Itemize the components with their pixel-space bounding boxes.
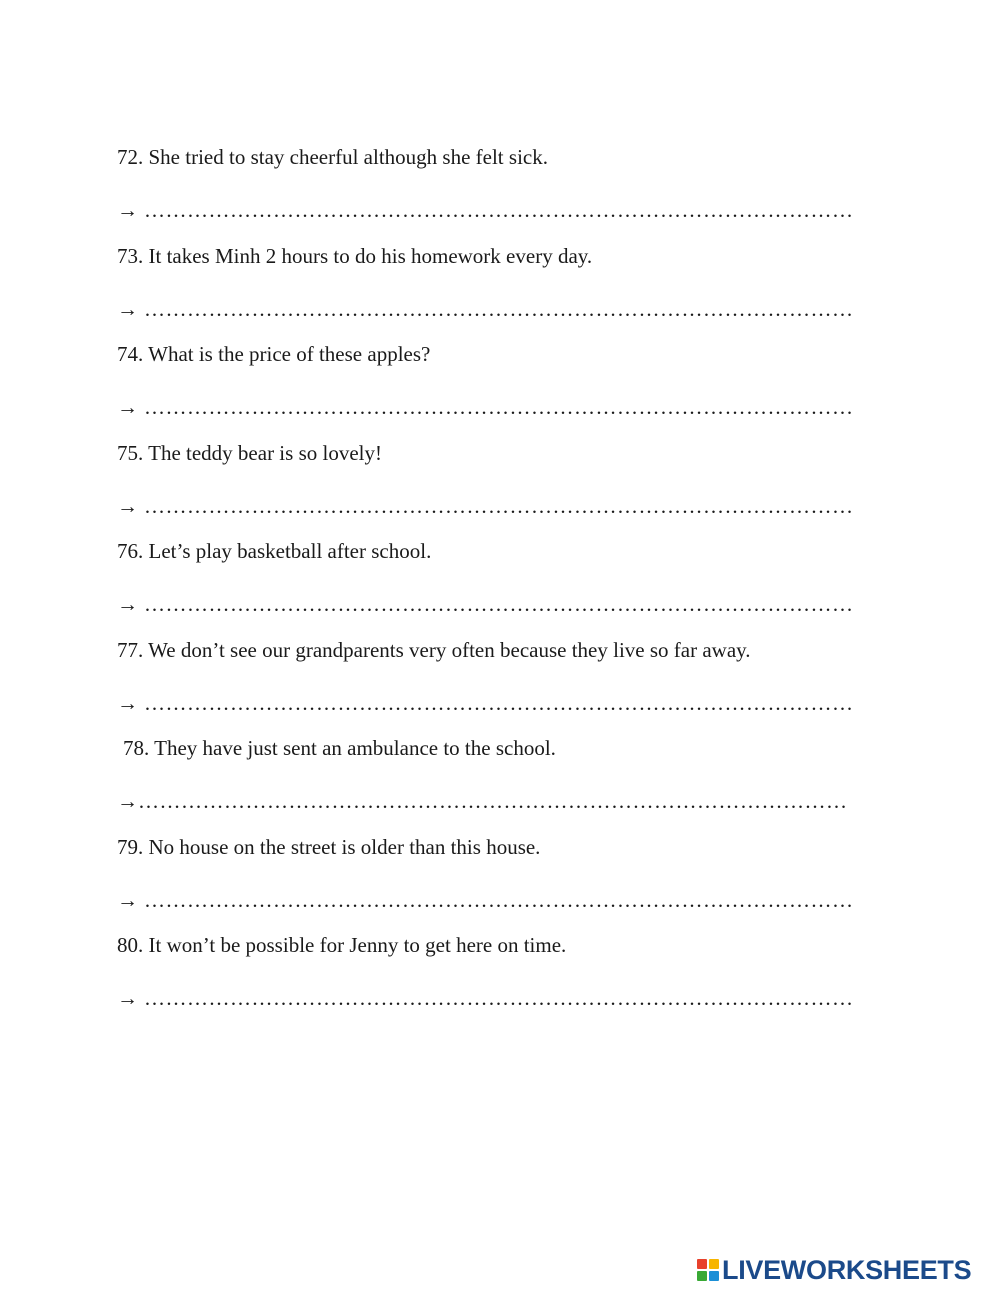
question-item-72 bbox=[117, 142, 887, 241]
answer-dots: ……………………………………………………………………………………… bbox=[138, 789, 848, 813]
arrow-icon: → bbox=[117, 887, 138, 912]
question-text: 75. The teddy bear is so lovely! bbox=[117, 440, 382, 465]
liveworksheets-logo bbox=[697, 1255, 971, 1285]
answer-dots: ……………………………………………………………………………………… bbox=[144, 986, 854, 1010]
answer-input-75[interactable] bbox=[117, 491, 882, 521]
question-text: 73. It takes Minh 2 hours to do his homework every day. bbox=[117, 243, 593, 268]
worksheet bbox=[117, 142, 887, 1029]
logo-square bbox=[709, 1259, 719, 1269]
arrow-icon: → bbox=[117, 395, 138, 419]
question-item-78 bbox=[117, 733, 887, 832]
question-text: 72. She tried to stay cheerful although she felt sick. bbox=[117, 145, 548, 169]
question-item-80 bbox=[117, 930, 887, 1029]
answer-dots: ……………………………………………………………………………………… bbox=[144, 887, 854, 912]
question-item-73 bbox=[117, 241, 887, 340]
logo-square bbox=[697, 1271, 707, 1281]
arrow-icon: → bbox=[117, 986, 138, 1010]
question-item-74 bbox=[117, 339, 887, 438]
question-text: 77. We don’t see our grandparents very often because they live so far away. bbox=[117, 637, 751, 662]
answer-input-73[interactable] bbox=[117, 294, 882, 324]
question-text: 74. What is the price of these apples? bbox=[117, 342, 431, 366]
answer-input-80[interactable] bbox=[117, 983, 882, 1013]
question-text: 79. No house on the street is older than this house. bbox=[117, 834, 541, 859]
question-text: 80. It won’t be possible for Jenny to get here on time. bbox=[117, 933, 567, 957]
answer-input-72[interactable] bbox=[117, 195, 882, 225]
arrow-icon: → bbox=[117, 198, 138, 222]
answer-input-76[interactable] bbox=[117, 589, 882, 619]
question-item-77 bbox=[117, 635, 887, 734]
answer-dots: ……………………………………………………………………………………… bbox=[144, 690, 854, 715]
answer-dots: ……………………………………………………………………………………… bbox=[144, 198, 854, 222]
arrow-icon: → bbox=[117, 690, 138, 715]
answer-input-78[interactable] bbox=[117, 786, 882, 816]
arrow-icon: → bbox=[117, 592, 138, 616]
logo-square bbox=[697, 1259, 707, 1269]
answer-input-79[interactable] bbox=[117, 885, 882, 915]
question-item-79 bbox=[117, 832, 887, 931]
answer-input-77[interactable] bbox=[117, 688, 882, 718]
question-item-75 bbox=[117, 438, 887, 537]
question-item-76 bbox=[117, 536, 887, 635]
question-text: 78. They have just sent an ambulance to the school. bbox=[123, 736, 556, 760]
answer-dots: ……………………………………………………………………………………… bbox=[144, 493, 854, 518]
answer-input-74[interactable] bbox=[117, 392, 882, 422]
answer-dots: ……………………………………………………………………………………… bbox=[144, 395, 854, 419]
logo-text: LIVEWORKSHEETS bbox=[722, 1255, 972, 1285]
arrow-icon: → bbox=[117, 296, 138, 321]
logo-square bbox=[709, 1271, 719, 1281]
arrow-icon: → bbox=[117, 789, 138, 813]
arrow-icon: → bbox=[117, 493, 138, 518]
logo-mark-icon bbox=[697, 1259, 719, 1281]
question-text: 76. Let’s play basketball after school. bbox=[117, 539, 432, 563]
answer-dots: ……………………………………………………………………………………… bbox=[144, 296, 854, 321]
answer-dots: ……………………………………………………………………………………… bbox=[144, 592, 854, 616]
